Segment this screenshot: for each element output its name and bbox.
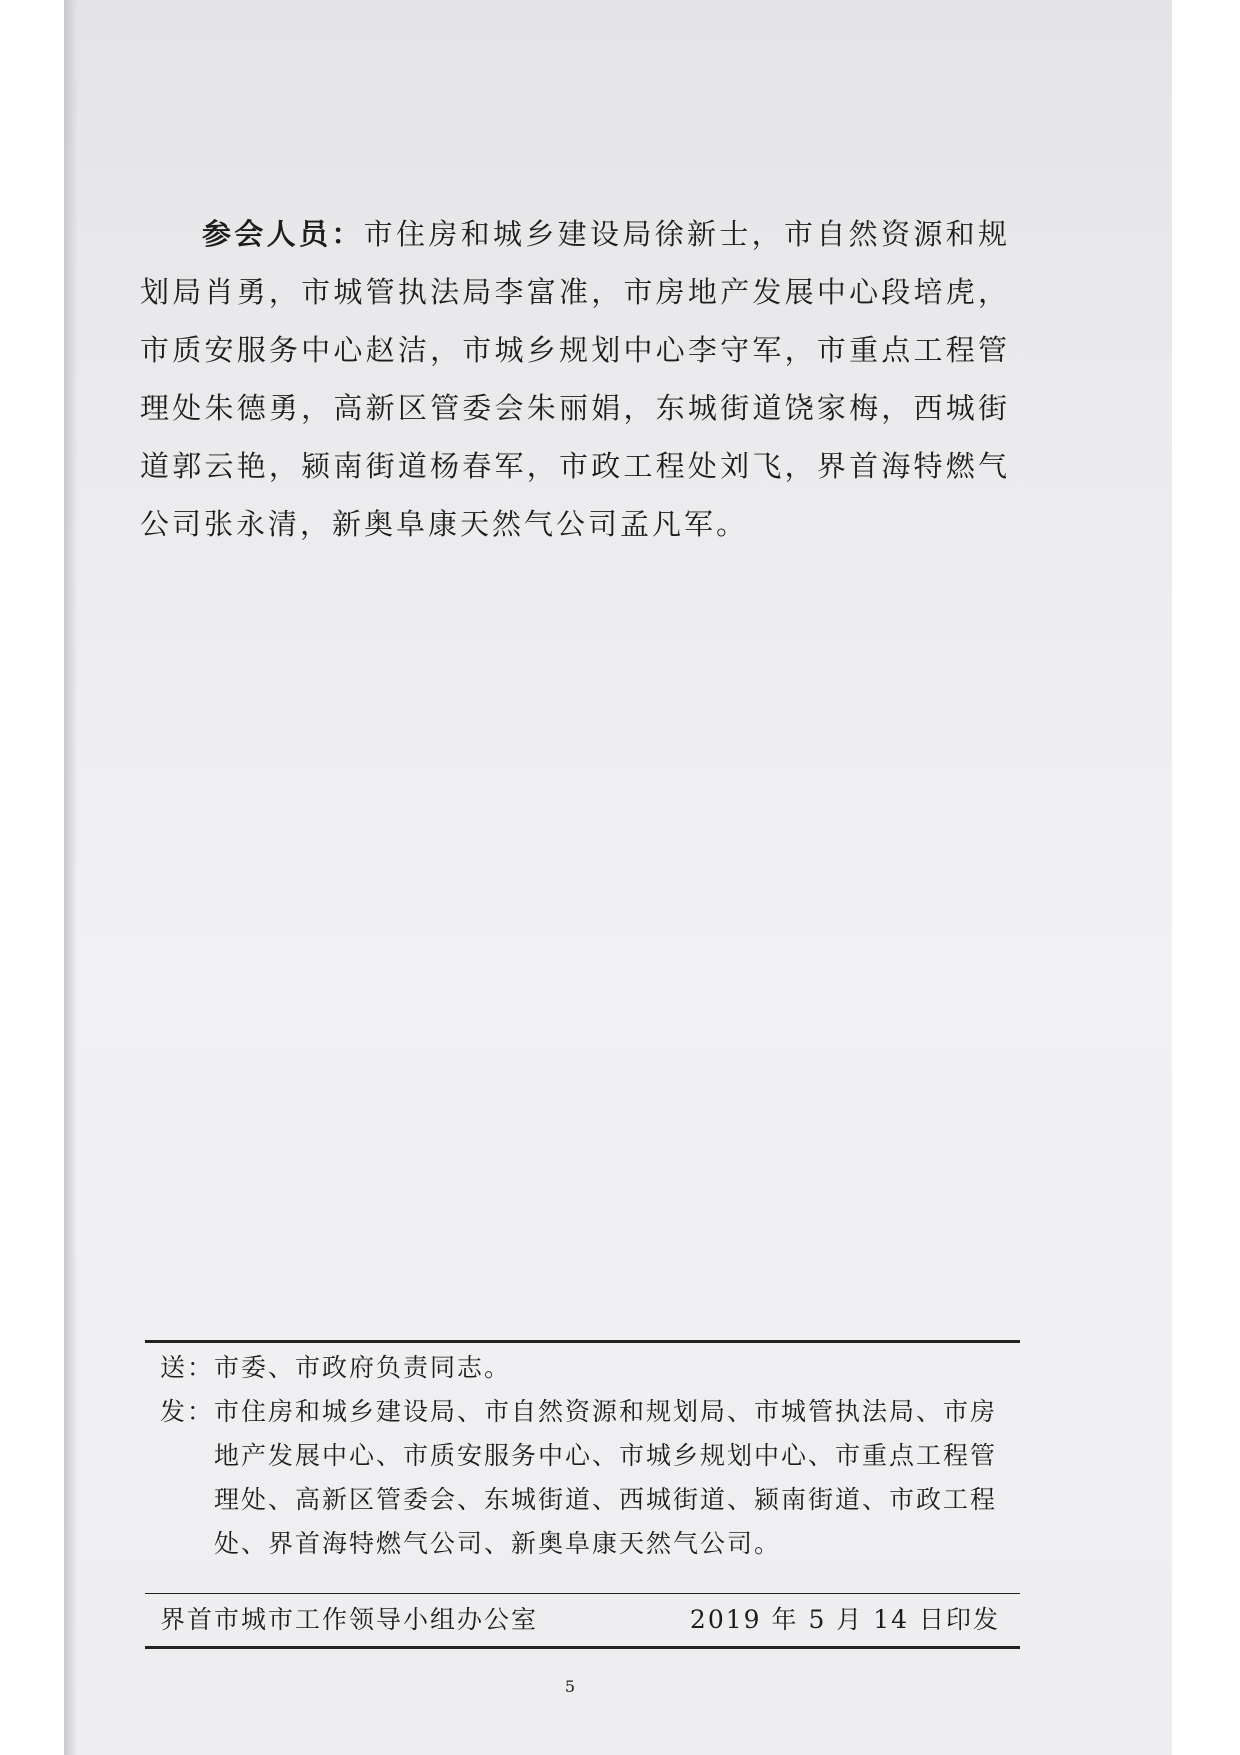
distribution-mid-rule: [145, 1593, 1020, 1594]
issue-label: 发：: [160, 1397, 215, 1426]
distribution-top-rule: [145, 1340, 1020, 1343]
send-label: 送：: [160, 1353, 215, 1382]
issuer-name: 界首市城市工作领导小组办公室: [160, 1605, 539, 1634]
attendees-paragraph: [140, 205, 1010, 553]
send-text: 市委、市政府负责同志。: [214, 1353, 512, 1382]
issue-date: 2019 年 5 月 14 日印发: [689, 1605, 1000, 1634]
issue-to-block: [160, 1390, 1020, 1566]
distribution-bottom-rule: [145, 1646, 1020, 1649]
page-edge-shadow: [64, 0, 78, 1755]
send-to-line: [160, 1346, 1020, 1390]
issue-text: 市住房和城乡建设局、市自然资源和规划局、市城管执法局、市房地产发展中心、市质安服务中心、市城乡规划中心、市重点工程管理处、高新区管委会、东城街道、西城街道、颍南街道、市政工程处、界首海特燃气公司、新奥阜康天然气公司。: [214, 1397, 998, 1558]
attendees-text: 市住房和城乡建设局徐新士，市自然资源和规划局肖勇，市城管执法局李富准，市房地产发展中心段培虎，市质安服务中心赵洁，市城乡规划中心李守军，市重点工程管理处朱德勇，高新区管委会朱丽娟，东城街道饶家梅，西城街道郭云艳，颍南街道杨春军，市政工程处刘飞，界首海特燃气公司张永清，新奥阜康天然气公司孟凡军。: [140, 217, 1010, 541]
attendees-label: 参会人员：: [202, 217, 364, 251]
issuer-footer: [160, 1600, 1000, 1640]
page-number: 5: [564, 1677, 576, 1696]
